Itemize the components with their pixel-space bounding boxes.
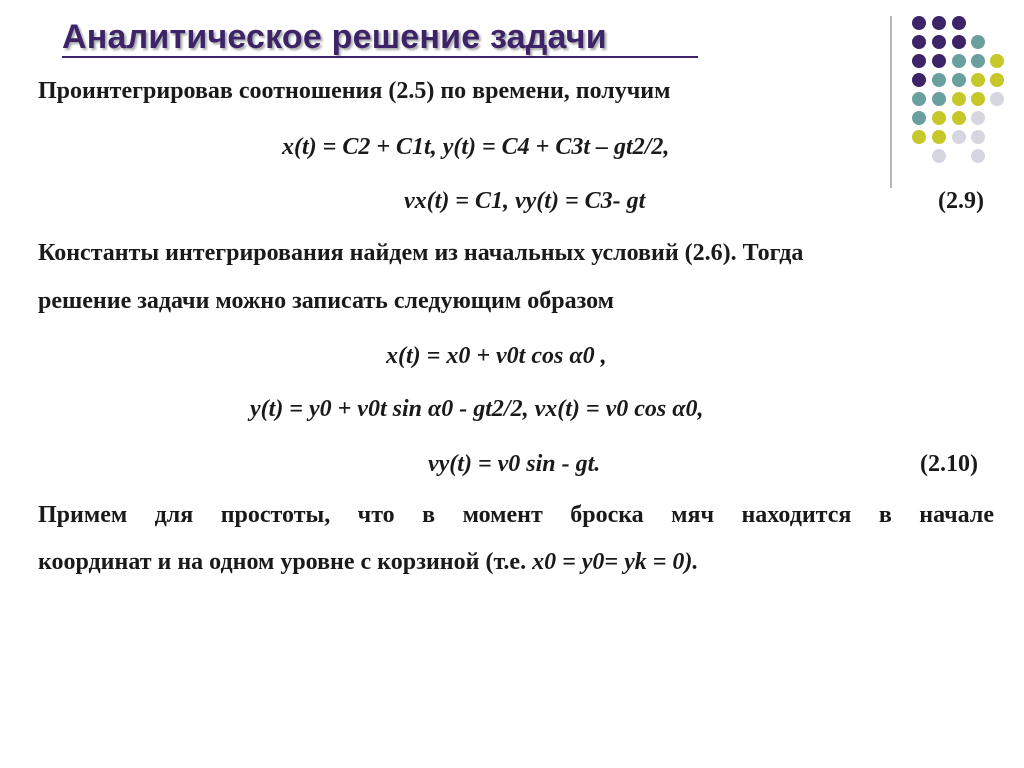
constants-text-line1: Константы интегрирования найдем из начальных условий (2.6). Тогда [38, 240, 804, 266]
assumption-text-line1: Примем для простоты, что в момент броска мяч находится в начале [38, 502, 994, 528]
dot [932, 130, 946, 144]
dot [912, 73, 926, 87]
dot [971, 35, 985, 49]
dot [932, 16, 946, 30]
dot [952, 16, 966, 30]
dot [912, 16, 926, 30]
dot [932, 149, 946, 163]
equation-number-2-9: (2.9) [938, 188, 984, 214]
dot [912, 111, 926, 125]
assumption-text-line2-prefix: координат и на одном уровне с корзиной (т.е. [38, 549, 527, 575]
dot [932, 111, 946, 125]
dot [971, 149, 985, 163]
dot [952, 111, 966, 125]
dot [971, 111, 985, 125]
dot [971, 130, 985, 144]
dot [990, 73, 1004, 87]
inline-condition-formula: x0 = y0= yk = 0). [532, 549, 699, 575]
dot [952, 73, 966, 87]
dot [971, 92, 985, 106]
dot [952, 92, 966, 106]
page-title: Аналитическое решение задачи [62, 18, 607, 56]
dot [932, 73, 946, 87]
dot [912, 130, 926, 144]
constants-text-line2: решение задачи можно записать следующим образом [38, 288, 614, 314]
dot [912, 54, 926, 68]
formula-2-10-line1: x(t) = x0 + v0t cos α0 , [386, 343, 607, 369]
intro-text: Проинтегрировав соотношения (2.5) по времени, получим [38, 78, 671, 104]
dot [932, 92, 946, 106]
formula-2-10-line2: y(t) = y0 + v0t sin α0 - gt2/2, vx(t) = v0 cos α0, [250, 396, 704, 422]
assumption-text-line2 [38, 549, 698, 576]
dot [971, 73, 985, 87]
dot [971, 54, 985, 68]
dot [990, 92, 1004, 106]
dot [912, 92, 926, 106]
dot [952, 54, 966, 68]
formula-2-9-line1: x(t) = C2 + C1t, y(t) = C4 + C3t – gt2/2, [282, 134, 670, 160]
dot [952, 130, 966, 144]
dot [990, 54, 1004, 68]
dot [932, 54, 946, 68]
equation-number-2-10: (2.10) [920, 451, 978, 477]
divider-line [890, 16, 892, 188]
formula-2-9-line2: vx(t) = C1, vy(t) = C3- gt [404, 188, 646, 214]
formula-2-10-line3: vy(t) = v0 sin - gt. [428, 451, 601, 477]
dot [952, 35, 966, 49]
title-underline [62, 56, 698, 58]
dot [932, 35, 946, 49]
dot [912, 35, 926, 49]
